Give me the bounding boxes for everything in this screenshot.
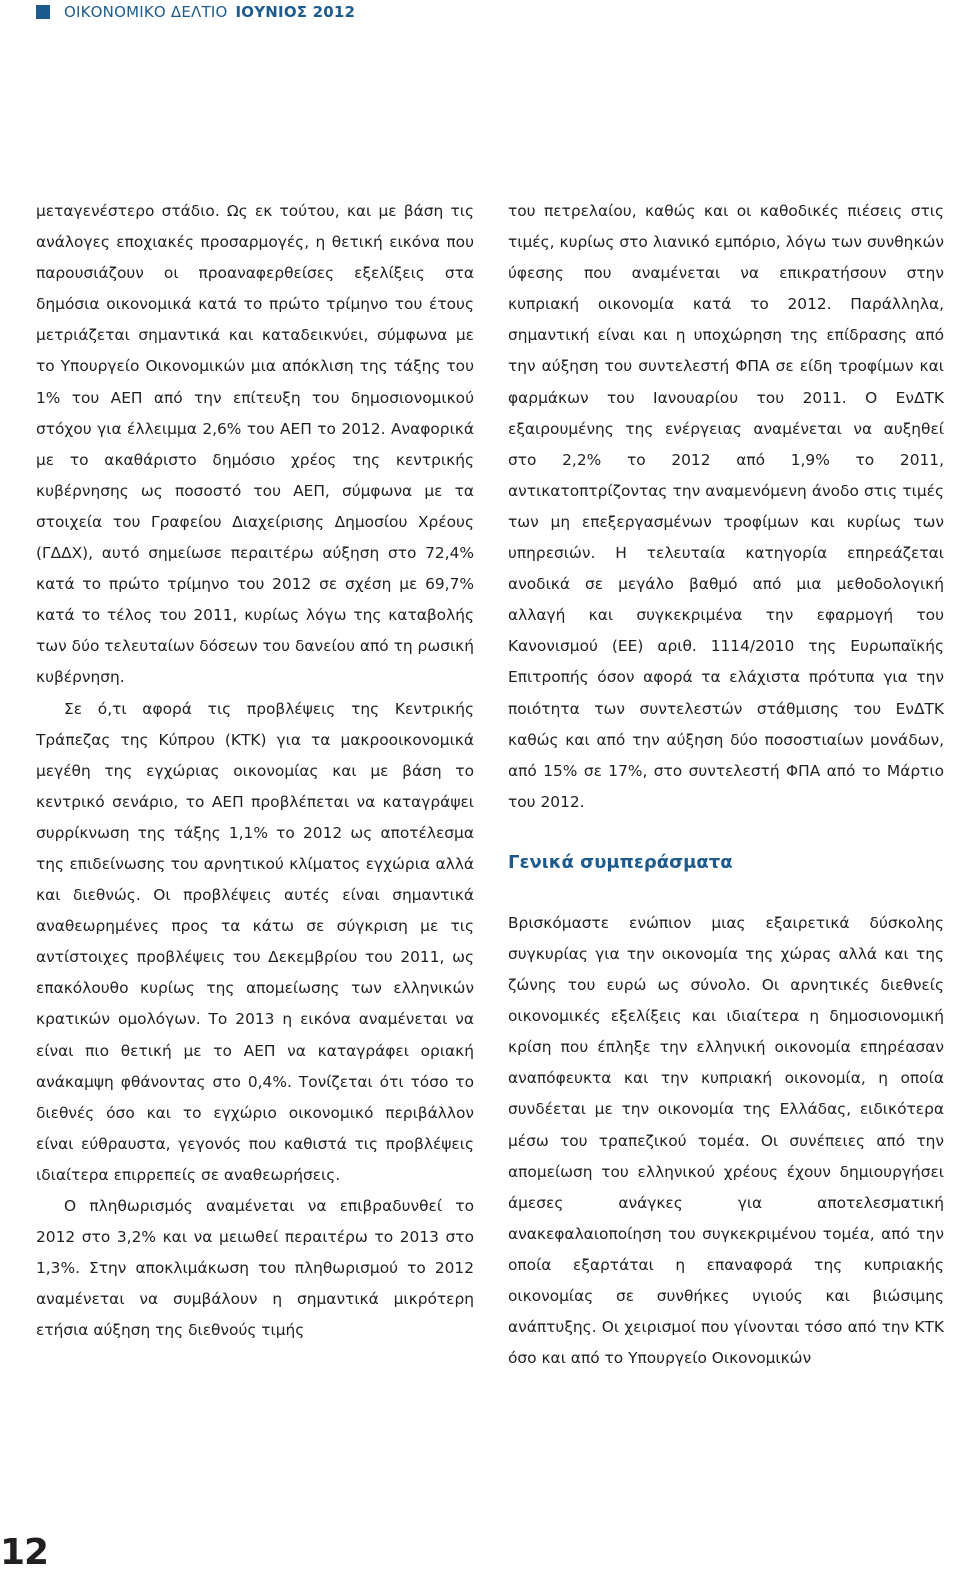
- right-paragraph-1: του πετρελαίου, καθώς και οι καθοδικές πιέσεις στις τιμές, κυρίως στο λιανικό εμπόριο, λόγω των συνθηκών ύφεσης που αναμένεται να επικρατήσουν στην κυπριακή οικονομία κατά το 2012. Παράλληλα, σημαντική είναι και η υποχώρηση της επίδρασης από την αύξηση του συντελεστή ΦΠΑ σε είδη τροφίμων και φαρμάκων του Ιανουαρίου του 2011. Ο ΕνΔΤΚ εξαιρουμένης της ενέργειας αναμένεται να αυξηθεί στο 2,2% το 2012 από 1,9% το 2011, αντικατοπτρίζοντας την αναμενόμενη άνοδο στις τιμές των μη επεξεργασμένων τροφίμων και κυρίως των υπηρεσιών. Η τελευταία κατηγορία επηρεάζεται ανοδικά σε μεγάλο βαθμό από μια μεθοδολογική αλλαγή και συγκεκριμένα την εφαρμογή του Κανονισμού (ΕΕ) αριθ. 1114/2010 της Ευρωπαϊκής Επιτροπής όσον αφορά τα ελάχιστα πρότυπα για την ποιότητα των συντελεστών στάθμισης του ΕνΔΤΚ καθώς και από την αύξηση δύο ποσοστιαίων μονάδων, από 15% σε 17%, στο συντελεστή ΦΠΑ από το Μάρτιο του 2012.: [508, 202, 944, 811]
- left-column: [36, 196, 474, 1346]
- issue-date: ΙΟΥΝΙΟΣ 2012: [235, 3, 356, 21]
- page-number: 12: [0, 1532, 49, 1573]
- left-paragraph-1: μεταγενέστερο στάδιο. Ως εκ τούτου, και με βάση τις ανάλογες εποχιακές προσαρμογές, η θετική εικόνα που παρουσιάζουν οι προαναφερθείσες εξελίξεις στα δημόσια οικονομικά κατά το πρώτο τρίμηνο του έτους μετριάζεται σημαντικά και καταδεικνύει, σύμφωνα με το Υπουργείο Οικονομικών μια απόκλιση της τάξης του 1% του ΑΕΠ από την επίτευξη του δημοσιονομικού στόχου για έλλειμμα 2,6% του ΑΕΠ το 2012. Αναφορικά με το ακαθάριστο δημόσιο χρέος της κεντρικής κυβέρνησης ως ποσοστό του ΑΕΠ, σύμφωνα με τα στοιχεία του Γραφείου Διαχείρισης Δημοσίου Χρέους (ΓΔΔΧ), αυτό σημείωσε περαιτέρω αύξηση στο 72,4% κατά το πρώτο τρίμηνο του 2012 σε σχέση με 69,7% κατά το τέλος του 2011, κυρίως λόγω της καταβολής των δύο τελευταίων δόσεων του δανείου από τη ρωσική κυβέρνηση.: [36, 202, 474, 687]
- page-header: [36, 0, 355, 24]
- publication-title: ΟΙΚΟΝΟΜΙΚΟ ΔΕΛΤΙΟ: [64, 3, 228, 21]
- left-paragraph-2: Σε ό,τι αφορά τις προβλέψεις της Κεντρικής Τράπεζας της Κύπρου (ΚΤΚ) για τα μακροοικονομικά μεγέθη της εγχώριας οικονομίας και με βάση το κεντρικό σενάριο, το ΑΕΠ προβλέπεται να καταγράψει συρρίκνωση της τάξης 1,1% το 2012 ως αποτέλεσμα της επιδείνωσης του αρνητικού κλίματος εγχώρια αλλά και διεθνώς. Οι προβλέψεις αυτές είναι σημαντικά αναθεωρημένες προς τα κάτω σε σύγκριση με τις αντίστοιχες προβλέψεις του Δεκεμβρίου του 2011, ως επακόλουθο κυρίως της απομείωσης των ελληνικών κρατικών ομολόγων. Το 2013 η εικόνα αναμένεται να είναι πιο θετική με το ΑΕΠ να καταγράφει οριακή ανάκαμψη φθάνοντας στο 0,4%. Τονίζεται ότι τόσο το διεθνές όσο και το εγχώριο οικονομικό περιβάλλον είναι εύθραυστα, γεγονός που καθιστά τις προβλέψεις ιδιαίτερα επιρρεπείς σε αναθεωρήσεις.: [36, 699, 474, 1184]
- header-square-icon: [36, 5, 50, 19]
- left-paragraph-3: Ο πληθωρισμός αναμένεται να επιβραδυνθεί το 2012 στο 3,2% και να μειωθεί περαιτέρω το 2013 στο 1,3%. Στην αποκλιμάκωση του πληθωρισμού το 2012 αναμένεται να συμβάλουν η σημαντικά μικρότερη ετήσια αύξηση της διεθνούς τιμής: [36, 1197, 474, 1340]
- right-paragraph-2: Βρισκόμαστε ενώπιον μιας εξαιρετικά δύσκολης συγκυρίας για την οικονομία της χώρας αλλά και της ζώνης του ευρώ ως σύνολο. Οι αρνητικές διεθνείς οικονομικές εξελίξεις και ιδιαίτερα η δημοσιονομική κρίση που έπληξε την ελληνική οικονομία επηρέασαν αναπόφευκτα και την κυπριακή οικονομία, η οποία συνδέεται με την οικονομία της Ελλάδας, ειδικότερα μέσω του τραπεζικού τομέα. Οι συνέπειες από την απομείωση του ελληνικού χρέους έχουν δημιουργήσει άμεσες ανάγκες για αποτελεσματική ανακεφαλαιοποίηση του συγκεκριμένου τομέα, από την οποία εξαρτάται η επαναφορά της κυπριακής οικονομίας σε συνθήκες υγιούς και βιώσιμης ανάπτυξης. Οι χειρισμοί που γίνονται τόσο από την ΚΤΚ όσο και από το Υπουργείο Οικονομικών: [508, 913, 944, 1368]
- right-column: [508, 196, 944, 1374]
- section-heading: Γενικά συμπεράσματα: [508, 851, 733, 873]
